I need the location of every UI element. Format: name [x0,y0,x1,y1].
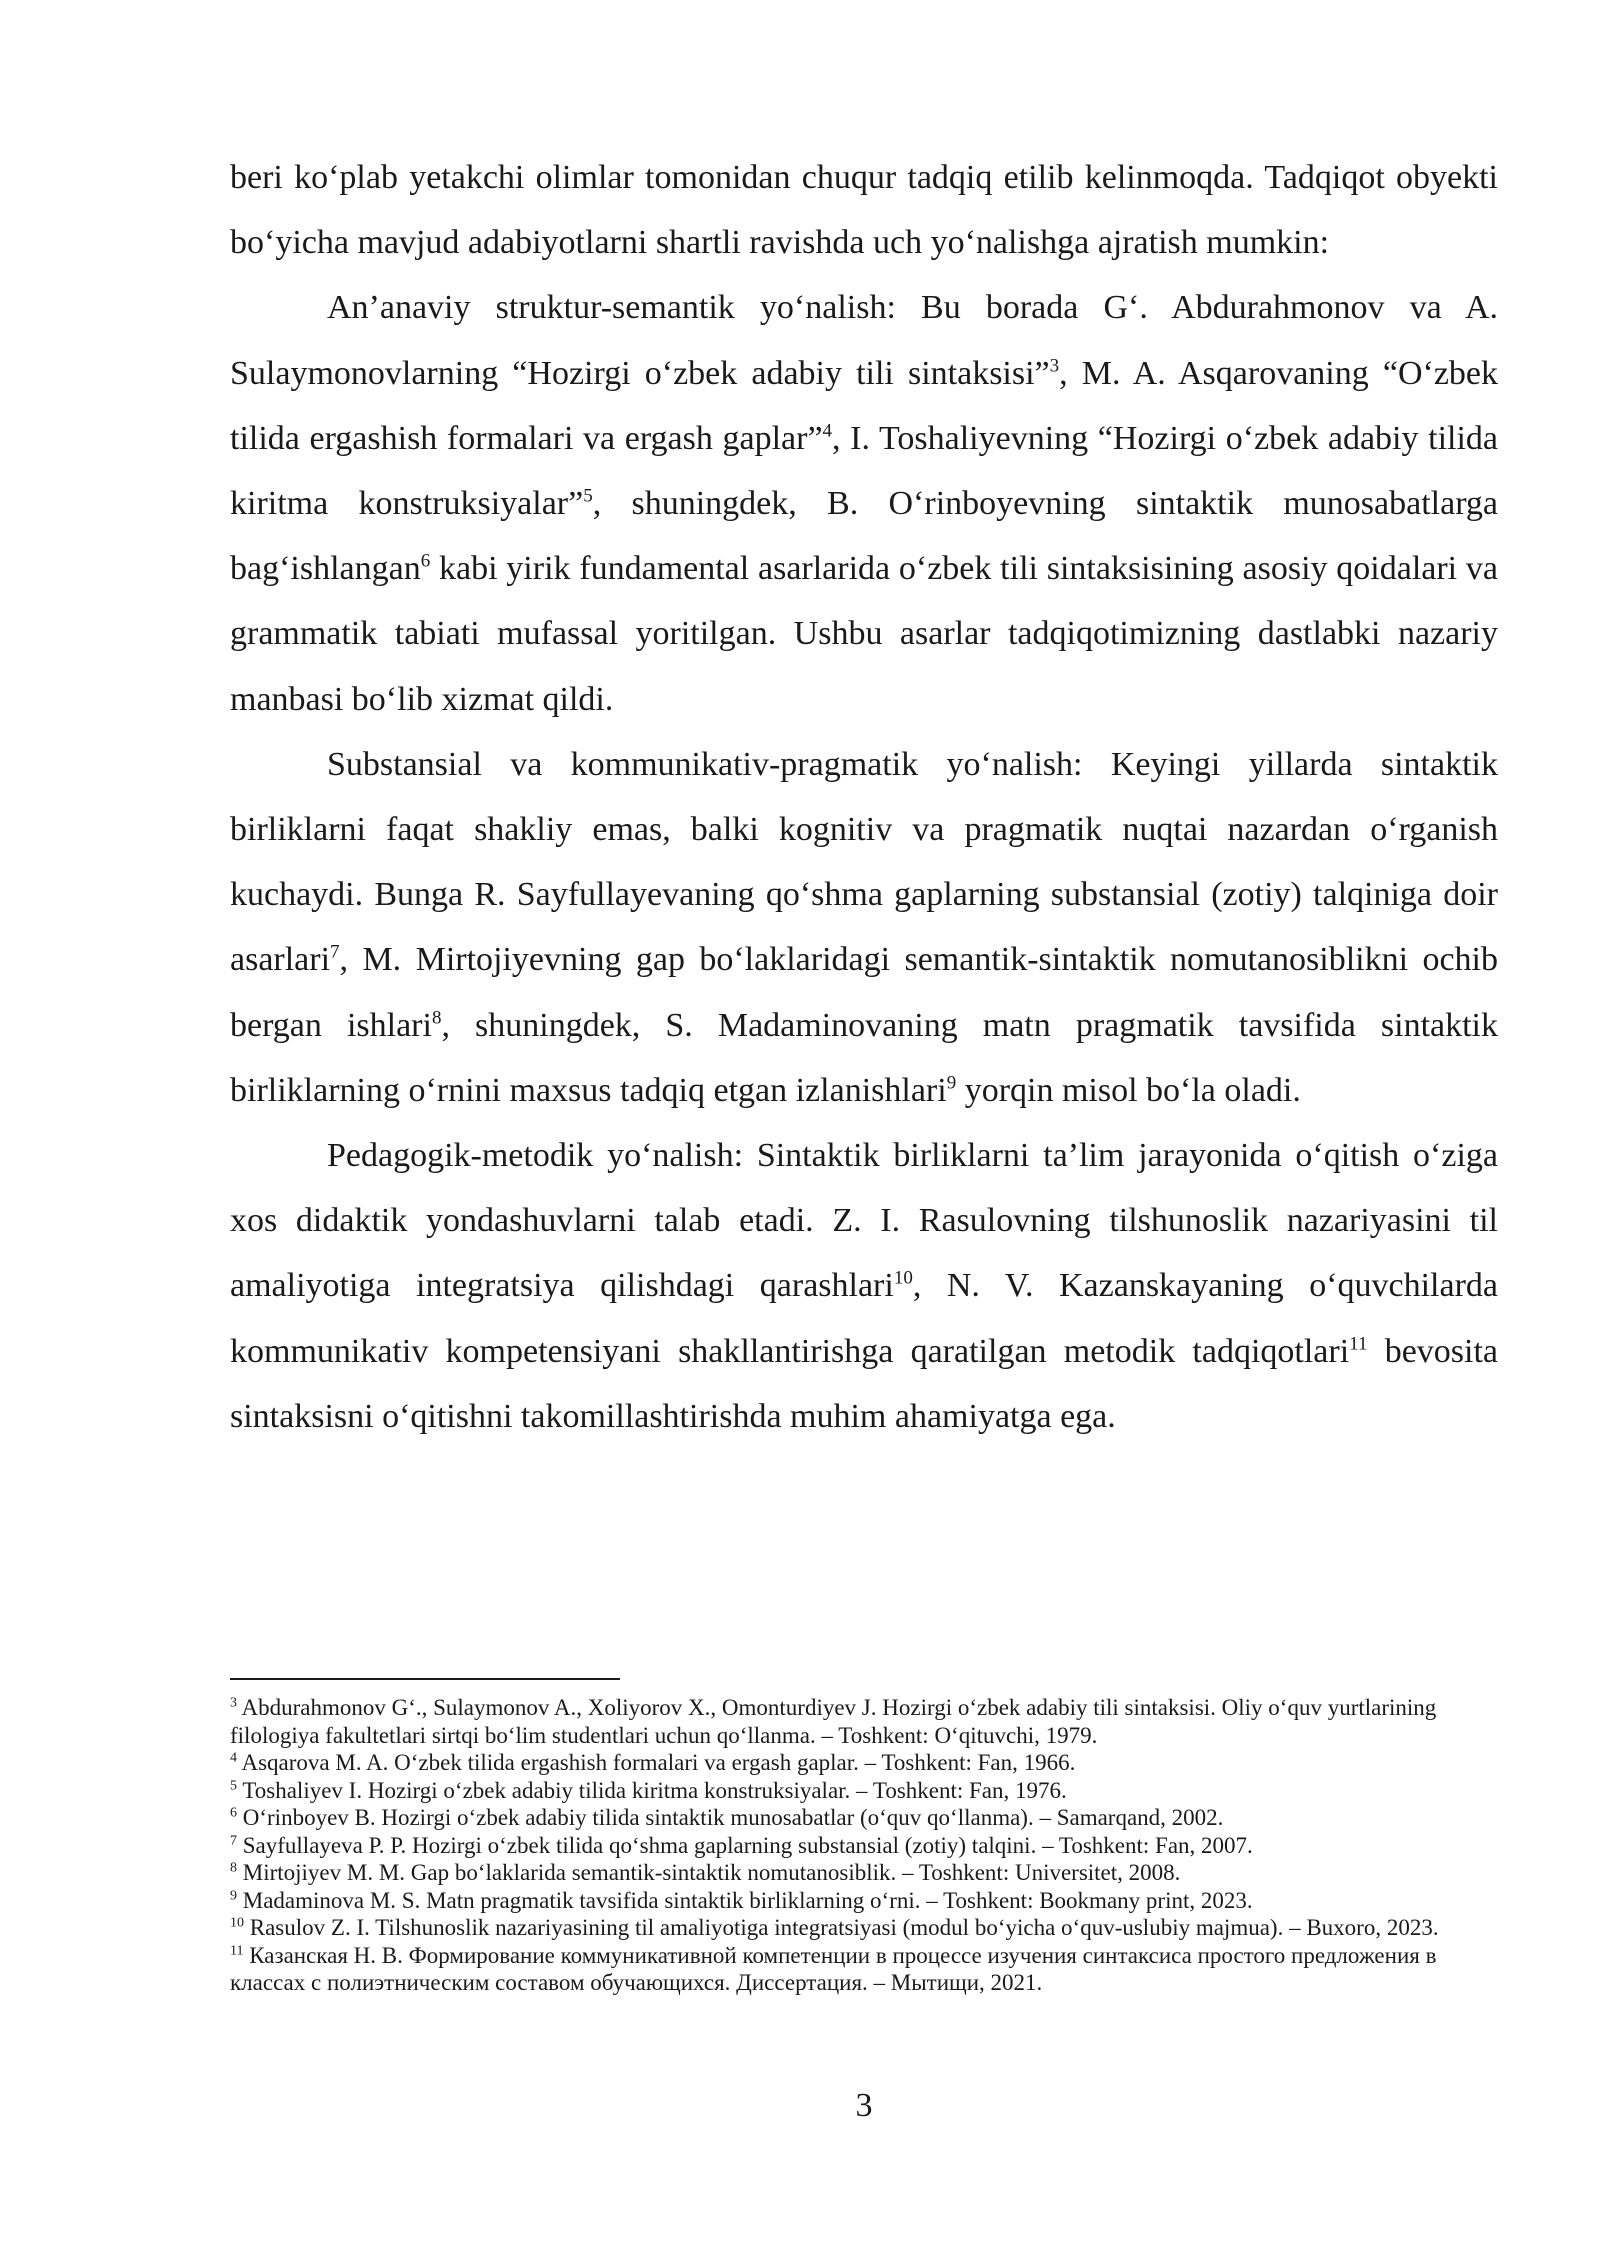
paragraph-substantial-pragmatic [230,732,1498,1123]
paragraph-text: bevosita sintaksisni o‘qitishni takomillashtirishda muhim ahamiyatga ega. [230,1332,1499,1435]
footnote-text: Mirtojiyev M. M. Gap bo‘laklarida semantik-sintaktik nomutanosiblik. – Toshkent: Universitet, 2008. [237,1860,1181,1885]
footnote-text: Toshaliyev I. Hozirgi o‘zbek adabiy tilida kiritma konstruksiyalar. – Toshkent: Fan, 1976. [237,1777,1067,1803]
paragraph-text: Substansial va kommunikativ-pragmatik yo‘nalish: Keyingi yillarda sintaktik birliklarni faqat shakliy emas, balki kognitiv va pragmatik nuqtai nazardan o‘rganish kuchaydi. Bunga R. Sayfullayevaning qo‘shma gaplarning substansial (zotiy) talqiniga doir asarlari [230,745,1498,979]
footnote-reference[interactable]: 6 [420,550,431,572]
footnote-reference[interactable]: 3 [1049,355,1060,377]
footnote-number: 3 [230,1695,237,1711]
footnote-reference[interactable]: 7 [330,942,340,964]
paragraph-structural-semantic [230,275,1498,731]
footnote-item [230,1914,1498,1942]
footnote-number: 10 [230,1915,244,1931]
footnote-number: 8 [230,1860,237,1876]
footnote-number: 5 [230,1777,237,1793]
footnote-number: 7 [230,1832,237,1848]
footnote-separator [230,1678,620,1680]
paragraph-text: , N. V. Kazanskayaning o‘quvchilarda kommunikativ kompetensiyani shakllantirishga qaratilgan metodik tadqiqotlari [230,1267,1499,1370]
paragraph-text: yorqin misol bo‘la oladi. [956,1071,1301,1109]
footnote-item [230,1887,1498,1915]
footnote-reference[interactable]: 8 [431,1007,442,1029]
paragraph-text: Pedagogik-metodik yo‘nalish: Sintaktik birliklarni ta’lim jarayonida o‘qitish o‘ziga xos didaktik yondashuvlarni talab etadi. Z. I. Rasulovning tilshunoslik nazariyasini til amaliyotiga integratsiya qilishdagi qarashlari [230,1137,1498,1305]
paragraph-text: , M. Mirtojiyevning gap bo‘laklaridagi semantik-sintaktik nomutanosiblikni ochib bergan ishlari [230,941,1498,1044]
footnote-reference[interactable]: 5 [583,485,593,507]
footnote-text: Madaminova M. S. Matn pragmatik tavsifida sintaktik birliklarning o‘rni. – Toshkent: Bookmany print, 2023. [237,1887,1253,1913]
footnote-text: Asqarova M. A. O‘zbek tilida ergashish formalari va ergash gaplar. – Toshkent: Fan, 1966. [237,1750,1076,1775]
paragraph-text: , M. A. Asqarovaning “O‘zbek tilida ergashish formalari va ergash gaplar” [230,354,1498,457]
footnote-text: Abdurahmonov G‘., Sulaymonov A., Xoliyorov X., Omonturdiyev J. Hozirgi o‘zbek adabiy tili sintaksisi. Oliy o‘quv yurtlarining filologiya fakultetlari sirtqi bo‘lim studentlari uchun qo‘llanma. – Toshkent: O‘qituvchi, 1979. [230,1695,1437,1748]
footnote-text: O‘rinboyev B. Hozirgi o‘zbek adabiy tilida sintaktik munosabatlar (o‘quv qo‘llanma). – Samarqand, 2002. [237,1805,1224,1830]
footnote-reference[interactable]: 10 [893,1268,913,1290]
footnote-item [230,1694,1498,1749]
footnote-number: 6 [230,1805,237,1821]
paragraph-text: , shuningdek, S. Madaminovaning matn pragmatik tavsifida sintaktik birliklarning o‘rnini maxsus tadqiq etgan izlanishlari [230,1006,1499,1109]
main-text [230,145,1498,1449]
footnote-reference[interactable]: 9 [946,1072,957,1094]
footnote-text: Rasulov Z. I. Tilshunoslik nazariyasining til amaliyotiga integratsiyasi (modul bo‘yicha o‘quv-uslubiy majmua). – Buxoro, 2023. [244,1915,1439,1940]
footnote-item [230,1832,1498,1860]
paragraph-pedagogical-methodical [230,1123,1498,1449]
footnote-number: 4 [230,1750,237,1766]
footnote-number: 11 [230,1942,244,1958]
paragraph-text: An’anaviy struktur-semantik yo‘nalish: Bu borada G‘. Abdurahmonov va A. Sulaymonovlarning “Hozirgi o‘zbek adabiy tili sintaksisi” [230,289,1498,392]
paragraph-text: , I. Toshaliyevning “Hozirgi o‘zbek adabiy tilida kiritma konstruksiyalar” [230,419,1498,523]
paragraph-text: , shuningdek, B. O‘rinboyevning sintaktik munosabatlarga bag‘ishlangan [230,485,1498,588]
footnote-item [230,1749,1498,1777]
paragraph-intro [230,145,1498,275]
footnote-item [230,1859,1498,1887]
footnote-reference[interactable]: 4 [822,420,833,442]
footnote-item [230,1804,1498,1832]
paragraph-text: kabi yirik fundamental asarlarida o‘zbek tili sintaksisining asosiy qoidalari va grammatik tabiati mufassal yoritilgan. Ushbu asarlar tadqiqotimizning dastlabki nazariy manbasi bo‘lib xizmat qildi. [230,550,1498,718]
footnotes [230,1694,1498,1997]
footnote-item [230,1777,1498,1805]
footnote-number: 9 [230,1887,237,1903]
footnote-text: Казанская Н. В. Формирование коммуникативной компетенции в процессе изучения синтаксиса простого предложения в классах с полиэтническим составом обучающихся. Диссертация. – Мытищи, 2021. [230,1942,1437,1995]
footnote-reference[interactable]: 11 [1349,1333,1368,1355]
page-number: 3 [855,2087,873,2124]
footnote-item [230,1942,1498,1997]
paragraph-intro-text: beri ko‘plab yetakchi olimlar tomonidan chuqur tadqiq etilib kelinmoqda. Tadqiqot obyekti bo‘yicha mavjud adabiyotlarni shartli ravishda uch yo‘nalishga ajratish mumkin: [230,159,1498,262]
footnote-text: Sayfullayeva P. P. Hozirgi o‘zbek tilida qo‘shma gaplarning substansial (zotiy) talqini. – Toshkent: Fan, 2007. [237,1832,1253,1858]
